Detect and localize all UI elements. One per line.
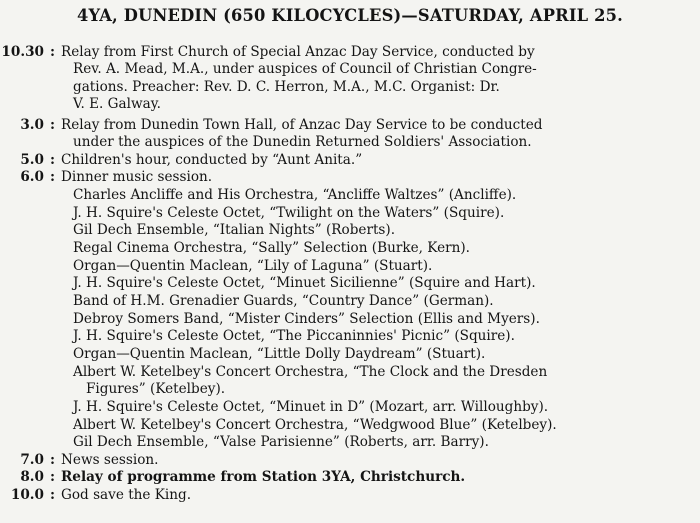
music-item-text: J. H. Squire's Celeste Octet, “Minuet Sicilienne” (Squire and Hart).	[73, 275, 536, 291]
entry-colon: :	[50, 117, 56, 133]
entry-time: 6.0	[20, 169, 44, 185]
music-item-text: Debroy Somers Band, “Mister Cinders” Selection (Ellis and Myers).	[73, 311, 540, 327]
music-item-text: Albert W. Ketelbey's Concert Orchestra, “Wedgwood Blue” (Ketelbey).	[73, 417, 557, 433]
music-item-text: J. H. Squire's Celeste Octet, “Minuet in D” (Mozart, arr. Willoughby).	[73, 399, 549, 415]
entry-text: News session.	[61, 452, 159, 468]
entry-time: 8.0	[20, 469, 44, 485]
music-item-text: Figures” (Ketelbey).	[86, 381, 226, 397]
station-heading: 4YA, DUNEDIN (650 KILOCYCLES)—SATURDAY, APRIL 25.	[76, 6, 624, 25]
entry-time: 10.0	[10, 487, 44, 503]
entry-text: V. E. Galway.	[73, 96, 161, 112]
entry-colon: :	[50, 487, 56, 503]
music-item-text: Albert W. Ketelbey's Concert Orchestra, “The Clock and the Dresden	[73, 364, 548, 380]
entry-text: under the auspices of the Dunedin Returned Soldiers' Association.	[73, 134, 532, 150]
entry-text: Children's hour, conducted by “Aunt Anita.”	[61, 152, 363, 168]
entry-time: 10.30	[1, 44, 44, 60]
entry-text: Relay from Dunedin Town Hall, of Anzac Day Service to be conducted	[61, 117, 543, 133]
entry-colon: :	[50, 44, 56, 60]
entry-colon: :	[50, 469, 56, 485]
entry-text: Dinner music session.	[61, 169, 213, 185]
music-item-text: Organ—Quentin Maclean, “Little Dolly Daydream” (Stuart).	[73, 346, 486, 362]
entry-text: Rev. A. Mead, M.A., under auspices of Council of Christian Congre-	[73, 61, 537, 77]
entry-colon: :	[50, 452, 56, 468]
entry-time: 5.0	[20, 152, 44, 168]
music-item-text: Organ—Quentin Maclean, “Lily of Laguna” (Stuart).	[73, 258, 433, 274]
music-item-text: J. H. Squire's Celeste Octet, “Twilight on the Waters” (Squire).	[73, 205, 505, 221]
music-item-text: Charles Ancliffe and His Orchestra, “Ancliffe Waltzes” (Ancliffe).	[73, 187, 517, 203]
entry-text: Relay of programme from Station 3YA, Christchurch.	[61, 469, 466, 485]
entry-time: 7.0	[20, 452, 44, 468]
music-item-text: Regal Cinema Orchestra, “Sally” Selection (Burke, Kern).	[73, 240, 470, 256]
music-item-text: J. H. Squire's Celeste Octet, “The Piccaninnies' Picnic” (Squire).	[73, 328, 515, 344]
entry-time: 3.0	[20, 117, 44, 133]
music-item-text: Gil Dech Ensemble, “Valse Parisienne” (Roberts, arr. Barry).	[73, 434, 489, 450]
entry-text: Relay from First Church of Special Anzac Day Service, conducted by	[61, 44, 535, 60]
music-item-text: Gil Dech Ensemble, “Italian Nights” (Roberts).	[73, 222, 396, 238]
music-item-text: Band of H.M. Grenadier Guards, “Country Dance” (German).	[73, 293, 494, 309]
entry-text: gations. Preacher: Rev. D. C. Herron, M.A., M.C. Organist: Dr.	[73, 79, 500, 95]
entry-colon: :	[50, 152, 56, 168]
entry-text: God save the King.	[61, 487, 192, 503]
entry-colon: :	[50, 169, 56, 185]
